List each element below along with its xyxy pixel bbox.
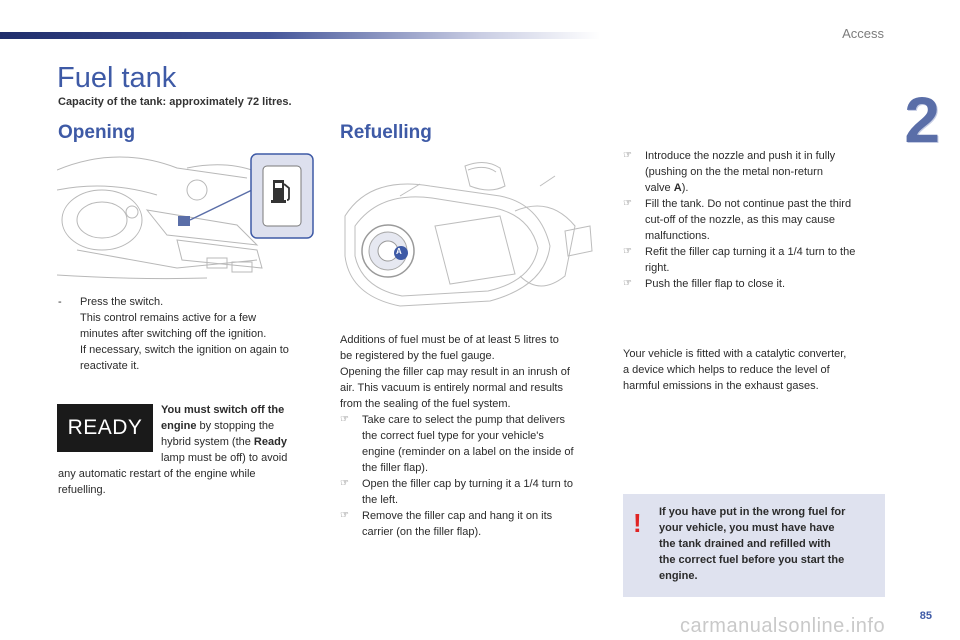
step-refit-cap: ☞ Refit the filler cap turning it a 1/4 turn to the right.: [623, 246, 856, 274]
ready-lamp-badge: READY: [57, 404, 153, 452]
callout-label-a: A: [396, 247, 402, 256]
watermark: carmanualsonline.info: [680, 615, 886, 637]
step-select-pump: ☞ Take care to select the pump that delivers the correct fuel type for your vehicle's engine (reminder on a label on the inside of the filler flap).: [340, 414, 574, 474]
page-title: Fuel tank: [57, 62, 177, 94]
dash-marker: -: [58, 296, 62, 308]
refuelling-steps-left: [340, 412, 608, 540]
engine-off-note: You must switch off the engine by stopping the hybrid system (the Ready lamp must be off) to avoid: [161, 404, 288, 464]
hand-pointer-icon: ☞: [623, 150, 632, 161]
filler-cap-illustration: [340, 156, 600, 316]
exclamation-icon: !: [633, 508, 642, 538]
catalytic-converter-note: Your vehicle is fitted with a catalytic converter, a device which helps to reduce the level of harmful emissions in the exhaust gases.: [623, 348, 847, 392]
fuel-pump-icon: [271, 176, 293, 209]
step-open-cap: ☞ Open the filler cap by turning it a 1/4 turn to the left.: [340, 478, 573, 506]
refuelling-intro: Additions of fuel must be of at least 5 litres to be registered by the fuel gauge. Opening the filler cap may result in an inrush of air. This vacuum is entirely normal and results from the sealing of the fuel system.: [340, 334, 570, 410]
refuelling-steps-right: [623, 148, 887, 292]
warning-text: If you have put in the wrong fuel for your vehicle, you must have have the tank drained and refilled with the correct fuel before you start the engine.: [659, 506, 846, 582]
hand-pointer-icon: ☞: [623, 278, 632, 289]
opening-step: - Press the switch. This control remains active for a few minutes after switching off the ignition. If necessary, switch the ignition on again to reactivate it.: [58, 296, 289, 372]
dashboard-switch-illustration: [57, 150, 315, 288]
hand-pointer-icon: ☞: [623, 198, 632, 209]
step-introduce-nozzle: ☞ Introduce the nozzle and push it in fully (pushing on the the metal non-return valve A).: [623, 150, 836, 194]
step-fill-tank: ☞ Fill the tank. Do not continue past the third cut-off of the nozzle, as this may cause malfunctions.: [623, 198, 852, 242]
refuelling-heading: Refuelling: [340, 122, 432, 143]
wrong-fuel-warning: [623, 494, 885, 597]
tank-capacity: Capacity of the tank: approximately 72 litres.: [58, 96, 292, 108]
step-remove-cap: ☞ Remove the filler cap and hang it on its carrier (on the filler flap).: [340, 510, 553, 538]
hand-pointer-icon: ☞: [340, 510, 349, 521]
hand-pointer-icon: ☞: [623, 246, 632, 257]
hand-pointer-icon: ☞: [340, 478, 349, 489]
hand-pointer-icon: ☞: [340, 414, 349, 425]
opening-heading: Opening: [58, 122, 136, 143]
section-label: Access: [842, 26, 884, 41]
step-close-flap: ☞ Push the filler flap to close it.: [623, 278, 786, 290]
engine-off-note-continued: any automatic restart of the engine while refuelling.: [58, 468, 256, 496]
header-band: [0, 32, 600, 39]
page-number: 85: [919, 610, 932, 622]
chapter-number: 2: [904, 84, 940, 156]
